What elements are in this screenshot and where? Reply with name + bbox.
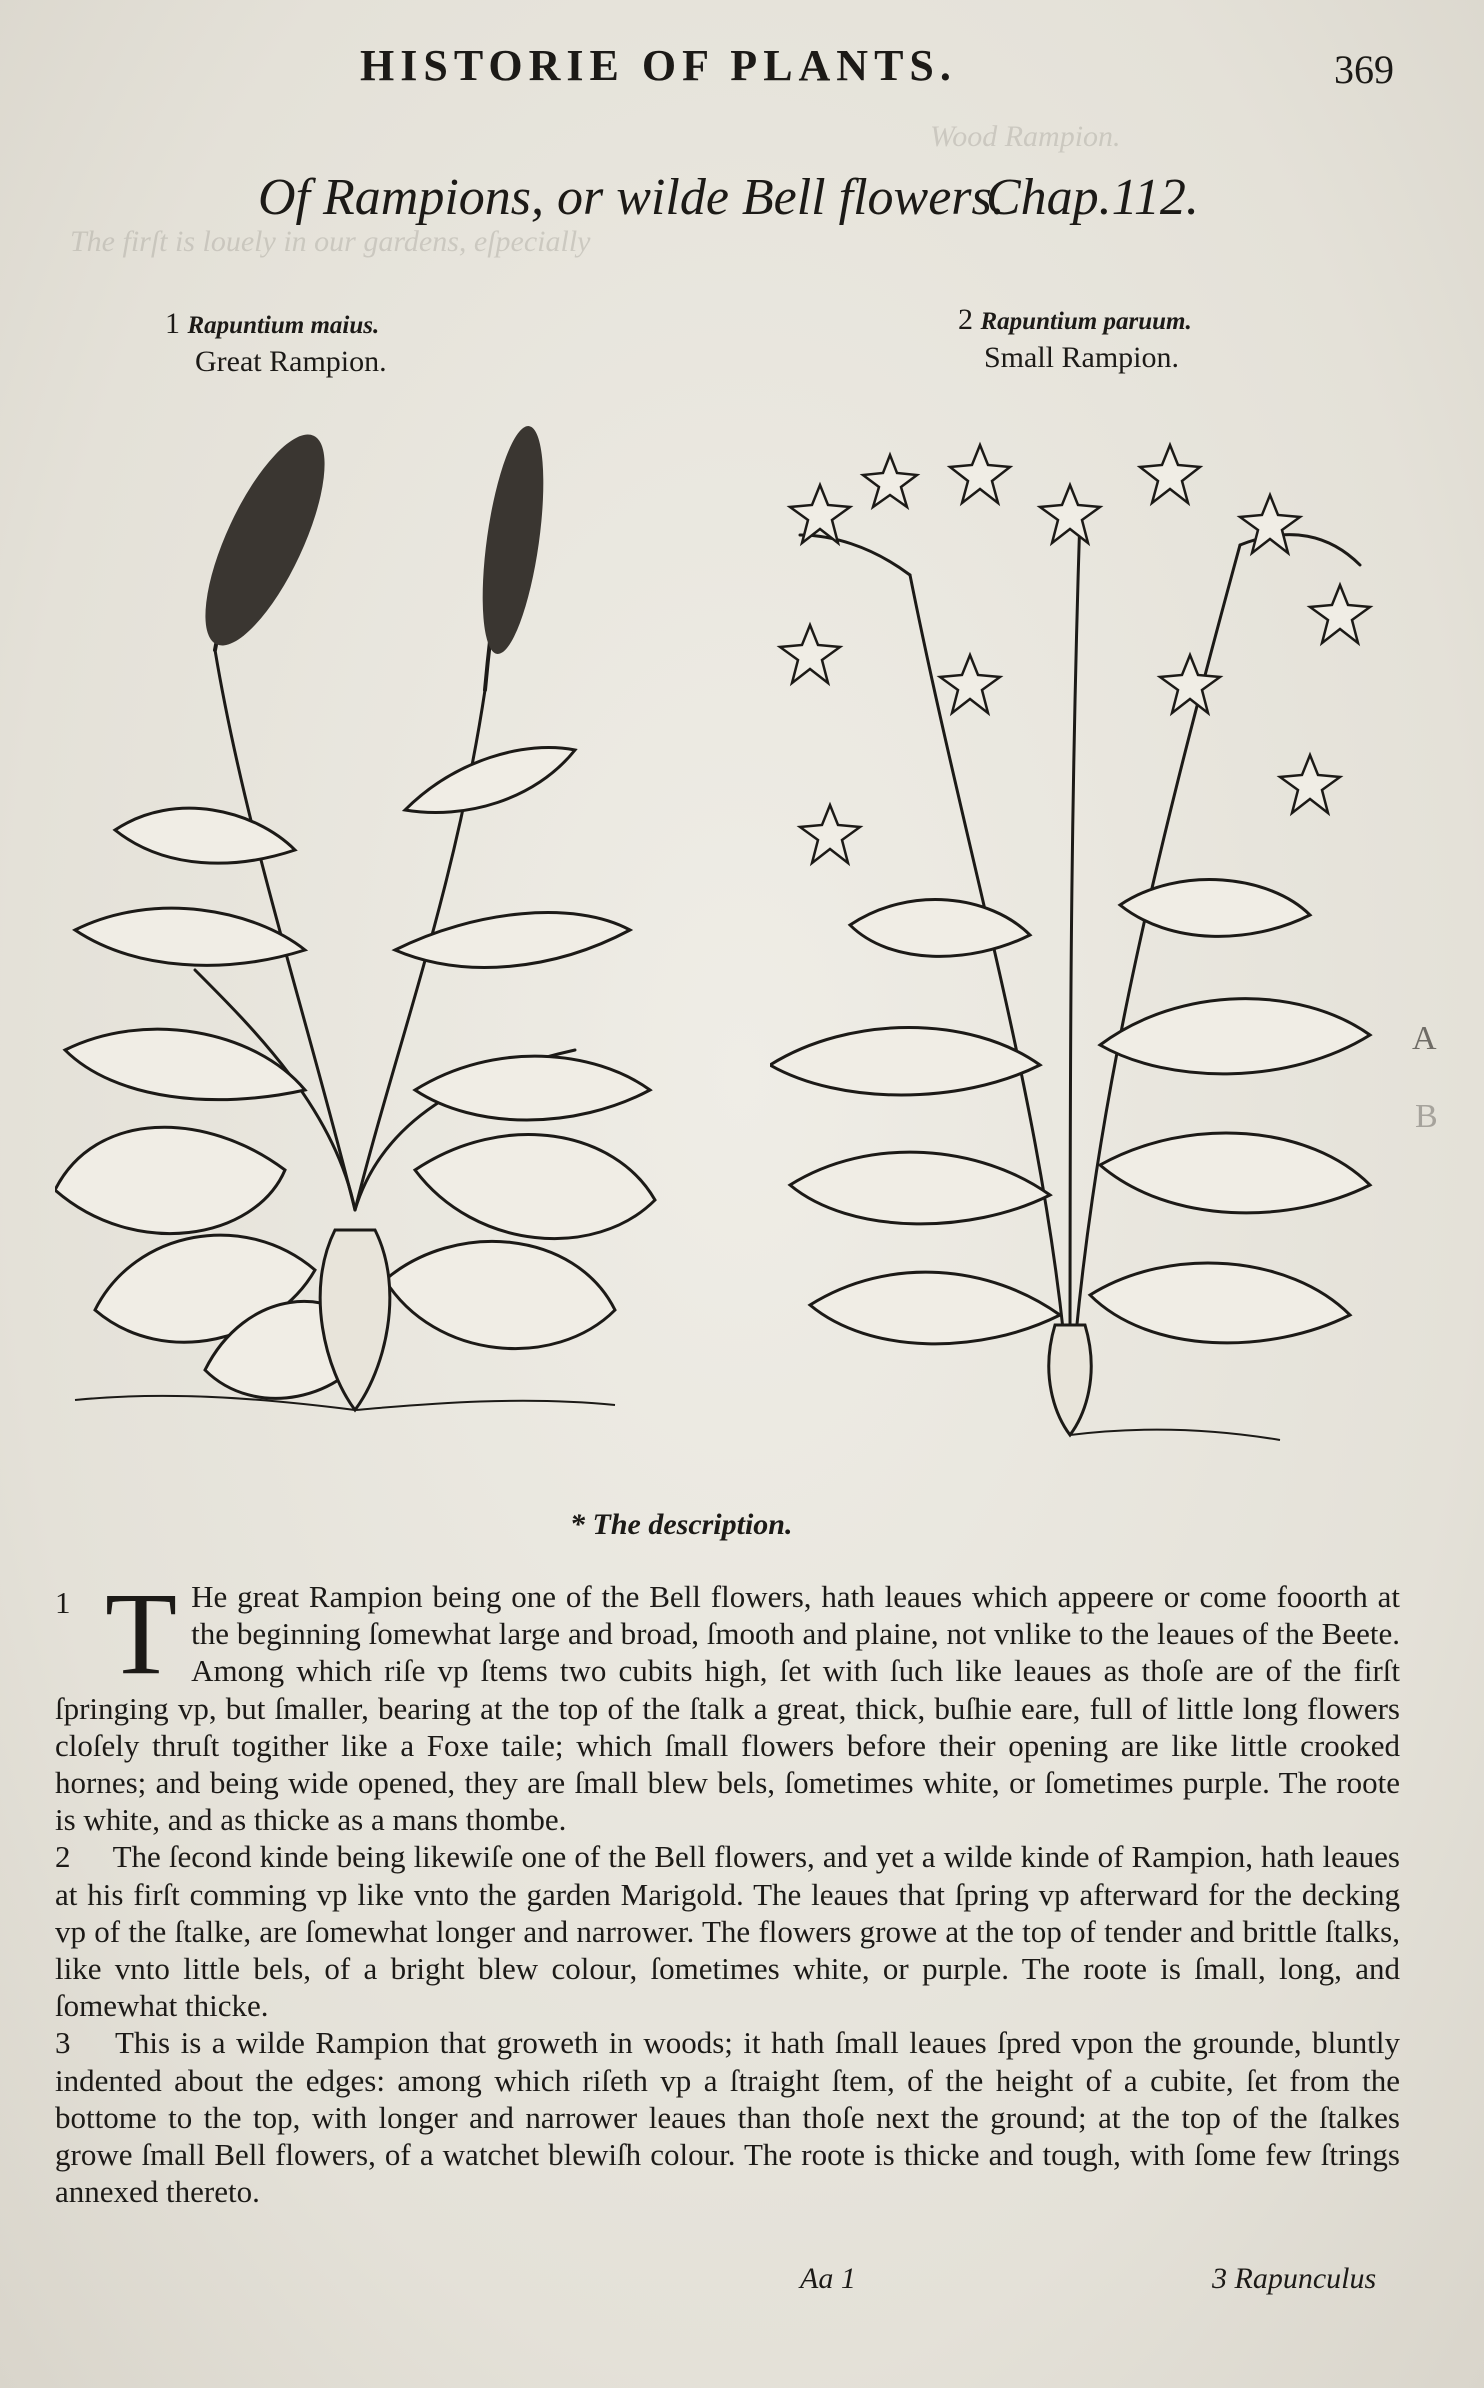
figure-number: 1 (165, 307, 180, 340)
paragraph-number: 3 (55, 2025, 71, 2061)
paragraph-3 (55, 2024, 1400, 2210)
figure-latin-name: Rapuntium paruum. (980, 308, 1192, 335)
figure-english-name: Great Rampion. (195, 345, 387, 378)
margin-letter: A (1412, 1020, 1437, 1057)
paragraph-2 (55, 1838, 1400, 2024)
paragraph-text: This is a wilde Rampion that groweth in woods; it hath ſmall leaues ſpred vpon the grounde, bluntly indented about the edges: among which riſeth vp a ſtraight ſtem, of the height of a cubite, ſet from the bottome to the top, with longer and narrower leaues than thoſe next the ground; at the top of the ſtalkes growe ſmall Bell flowers, of a watchet blewiſh colour. The roote is thicke and tough, with ſome few ſtrings annexed thereto. (55, 2025, 1400, 2210)
page-number: 369 (1334, 47, 1394, 92)
show-through-text: The firſt is louely in our gardens, eſpecially (70, 225, 591, 258)
paragraph-number: 2 (55, 1839, 71, 1875)
show-through-text: Wood Rampion. (930, 120, 1121, 153)
signature-mark: Aa 1 (800, 2262, 856, 2295)
paragraph-text: He great Rampion being one of the Bell flowers, hath leaues which appeere or come fooorth at the beginning ſomewhat large and broad, ſmooth and plaine, not vnlike to the leaues of the Beete. Among which riſe vp ſtems two cubits high, ſet with ſuch like leaues as thoſe are of the firſt ſpringing vp, but ſmaller, bearing at the top of the ſtalk a great, thick, buſhie eare, full of little long flowers cloſely thruſt togither like a Foxe taile; which ſmall flowers before their opening are like little crooked hornes; and being wide opened, they are ſmall blew bels, ſometimes white, or ſometimes purple. The roote is white, and as thicke as a mans thombe. (55, 1579, 1400, 1838)
drop-cap: T (105, 1568, 178, 1699)
paragraph-number: 1 (55, 1585, 71, 1620)
chapter-number: Chap.112. (986, 169, 1199, 226)
figure-english-name: Small Rampion. (984, 341, 1179, 374)
running-head: HISTORIE OF PLANTS. (360, 41, 957, 90)
paragraph-1 (55, 1568, 1400, 1838)
description-text (55, 1568, 1400, 2210)
figure-latin-name: Rapuntium maius. (187, 312, 380, 339)
paragraph-text: The ſecond kinde being likewiſe one of the Bell flowers, and yet a wilde kinde of Rampion, hath leaues at his firſt comming vp like vnto the garden Marigold. The leaues that ſpring vp afterward for the decking vp of the ſtalke, are ſomewhat longer and narrower. The flowers growe at the top of tender and brittle ſtalks, like vnto little bels, of a bright blew colour, ſometimes white, or purple. The roote is ſmall, long, and ſomewhat thicke. (55, 1839, 1400, 2024)
great-rampion-woodcut-icon (55, 410, 675, 1435)
chapter-title-text: Of Rampions, or wilde Bell flowers. (258, 169, 1005, 226)
figure-caption-1 (165, 306, 387, 380)
catchword: 3 Rapunculus (1212, 2262, 1377, 2295)
figure-caption-2 (958, 302, 1192, 376)
small-rampion-woodcut-icon (770, 425, 1390, 1450)
section-heading: * The description. (570, 1508, 793, 1541)
figure-number: 2 (958, 303, 973, 336)
margin-letter: B (1415, 1098, 1438, 1135)
chapter-title (258, 168, 1258, 227)
